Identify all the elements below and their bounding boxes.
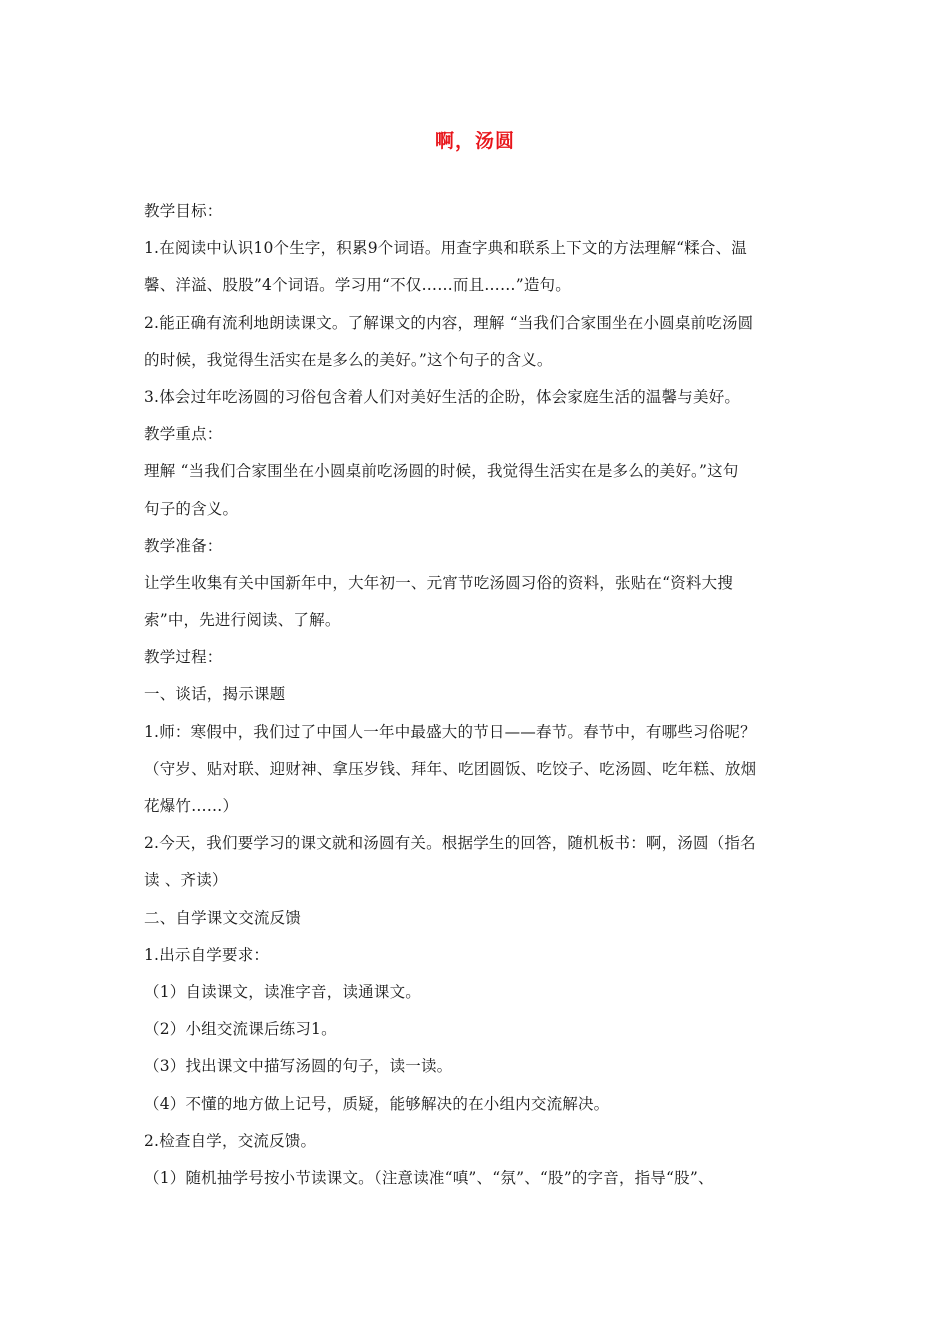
text-line: 教学过程： [144, 648, 223, 667]
text-line: 索”中，先进行阅读、了解。 [144, 611, 341, 630]
document-title: 啊，汤圆 [434, 130, 515, 152]
text-line: 二、自学课文交流反馈 [144, 908, 302, 927]
text-line: 句子的含义。 [144, 499, 239, 518]
text-line: 一、谈话，揭示课题 [144, 685, 286, 704]
text-line: （守岁、贴对联、迎财神、拿压岁钱、拜年、吃团圆饭、吃饺子、吃汤圆、吃年糕、放烟 [144, 759, 757, 778]
text-line: 让学生收集有关中国新年中，大年初一、元宵节吃汤圆习俗的资料，张贴在“资料大搜 [144, 573, 734, 592]
text-line: 花爆竹……） [144, 797, 239, 815]
text-line: 2.能正确有流利地朗读课文。了解课文的内容，理解 “当我们合家围坐在小圆桌前吃汤圆 [144, 313, 754, 332]
text-line: 理解 “当我们合家围坐在小圆桌前吃汤圆的时候，我觉得生活实在是多么的美好。”这句 [144, 462, 739, 481]
text-line: （1）自读课文，读准字音，读通课文。 [144, 982, 421, 1001]
text-line: 1.师：寒假中，我们过了中国人一年中最盛大的节日——春节。春节中，有哪些习俗呢？ [144, 722, 756, 741]
text-line: （3）找出课文中描写汤圆的句子，读一读。 [144, 1057, 453, 1076]
text-line: （4）不懂的地方做上记号，质疑，能够解决的在小组内交流解决。 [144, 1094, 610, 1113]
text-line: 的时候，我觉得生活实在是多么的美好。”这个句子的含义。 [144, 350, 553, 369]
text-line: 读 、齐读） [144, 871, 228, 890]
text-line: （2）小组交流课后练习1。 [144, 1020, 337, 1039]
text-line: 2.检查自学，交流反馈。 [144, 1131, 317, 1150]
text-line: 教学目标： [144, 202, 223, 220]
text-line: （1）随机抽学号按小节读课文。（注意读准“嗔”、“氛”、“股”的字音，指导“股”、 [144, 1168, 714, 1187]
text-line: 3.体会过年吃汤圆的习俗包含着人们对美好生活的企盼，体会家庭生活的温馨与美好。 [144, 387, 741, 406]
text-line: 教学准备： [144, 536, 223, 555]
text-line: 2.今天，我们要学习的课文就和汤圆有关。根据学生的回答，随机板书：啊，汤圆（指名 [144, 834, 756, 853]
text-line: 馨、洋溢、股股”4个词语。学习用“不仅……而且……”造句。 [144, 276, 571, 295]
document-body [144, 200, 814, 1204]
text-line: 教学重点： [144, 425, 223, 444]
text-line: 1.在阅读中认识10个生字，积累9个词语。用查字典和联系上下文的方法理解“糅合、温 [144, 239, 747, 258]
text-line: 1.出示自学要求： [144, 945, 270, 964]
